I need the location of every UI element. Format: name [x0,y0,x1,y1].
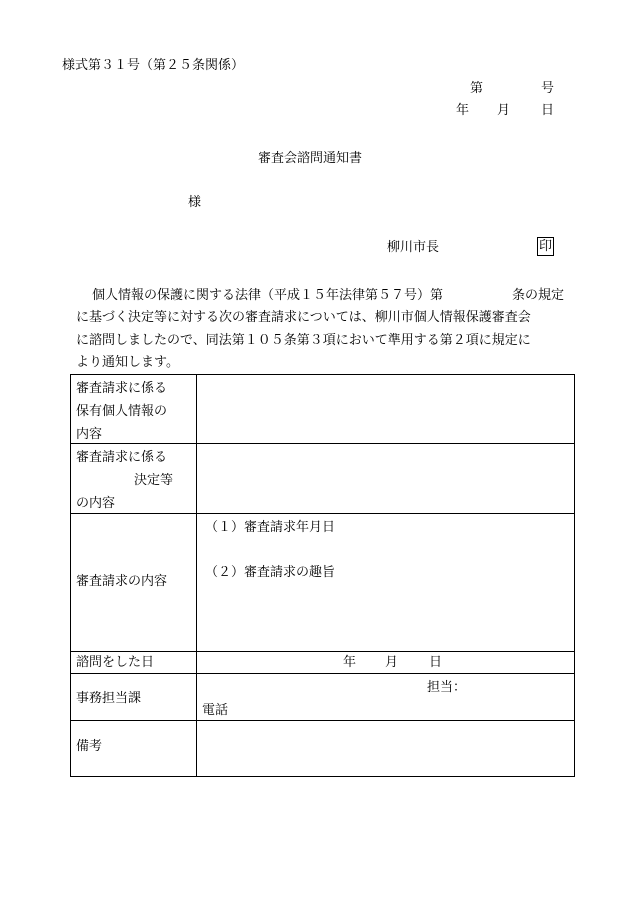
body-line-1a: 個人情報の保護に関する法律（平成１５年法律第５７号）第 [92,288,444,303]
row5-label: 事務担当課 [76,691,142,706]
date-year-label: 年 [456,103,470,118]
row4-label: 諮問をした日 [76,655,155,670]
document-title: 審査会諮問通知書 [258,151,363,166]
form-number: 様式第３１号（第２５条関係） [62,58,245,73]
body-line-3: に諮問しましたので、同法第１０５条第３項において準用する第２項に規定に [76,333,531,348]
sender-name: 柳川市長 [387,240,440,255]
row6-value-cell[interactable] [197,721,575,777]
document-number-prefix: 第 [470,81,484,96]
body-line-2: に基づく決定等に対する次の審査請求については、柳川市個人情報保護審査会 [76,310,531,325]
row5-value-cell[interactable] [197,674,575,721]
body-line-4: より通知します。 [76,355,179,370]
row1-label-line1: 審査請求に係る [76,381,168,396]
telephone-label: 電話 [202,703,229,718]
addressee-honorific: 様 [188,195,202,210]
inquiry-year-label: 年 [343,655,357,670]
row6-label: 備考 [76,739,103,754]
row1-label-line2: 保有個人情報の [76,404,168,419]
row-label-cell [71,514,197,652]
document-number-suffix: 号 [541,81,555,96]
seal-stamp: 印 [539,239,553,254]
row1-label-line3: 内容 [76,427,103,442]
date-day-label: 日 [541,103,555,118]
row1-value-cell[interactable] [197,375,575,444]
row2-label-line3: の内容 [76,496,116,511]
table-row [71,674,575,721]
table-row [71,375,575,444]
body-line-1b: 条の規定 [512,288,565,303]
table-row [71,444,575,514]
row2-label-line1: 審査請求に係る [76,450,168,465]
date-month-label: 月 [497,103,511,118]
row4-value-cell[interactable] [197,652,575,674]
row2-value-cell[interactable] [197,444,575,514]
row-label-cell [71,652,197,674]
request-purpose-item: （２）審査請求の趣旨 [205,565,336,580]
row2-label-line2: 決定等 [134,473,174,488]
inquiry-month-label: 月 [385,655,399,670]
row-label-cell [71,674,197,721]
row3-value-cell[interactable] [197,514,575,652]
row-label-cell [71,721,197,777]
row3-label: 審査請求の内容 [76,574,168,589]
request-date-item: （１）審査請求年月日 [205,520,336,535]
info-table [70,374,575,777]
table-row [71,514,575,652]
row-label-cell [71,375,197,444]
table-row [71,721,575,777]
row-label-cell [71,444,197,514]
table-row [71,652,575,674]
person-in-charge-label: 担当： [427,680,467,695]
inquiry-day-label: 日 [429,655,443,670]
